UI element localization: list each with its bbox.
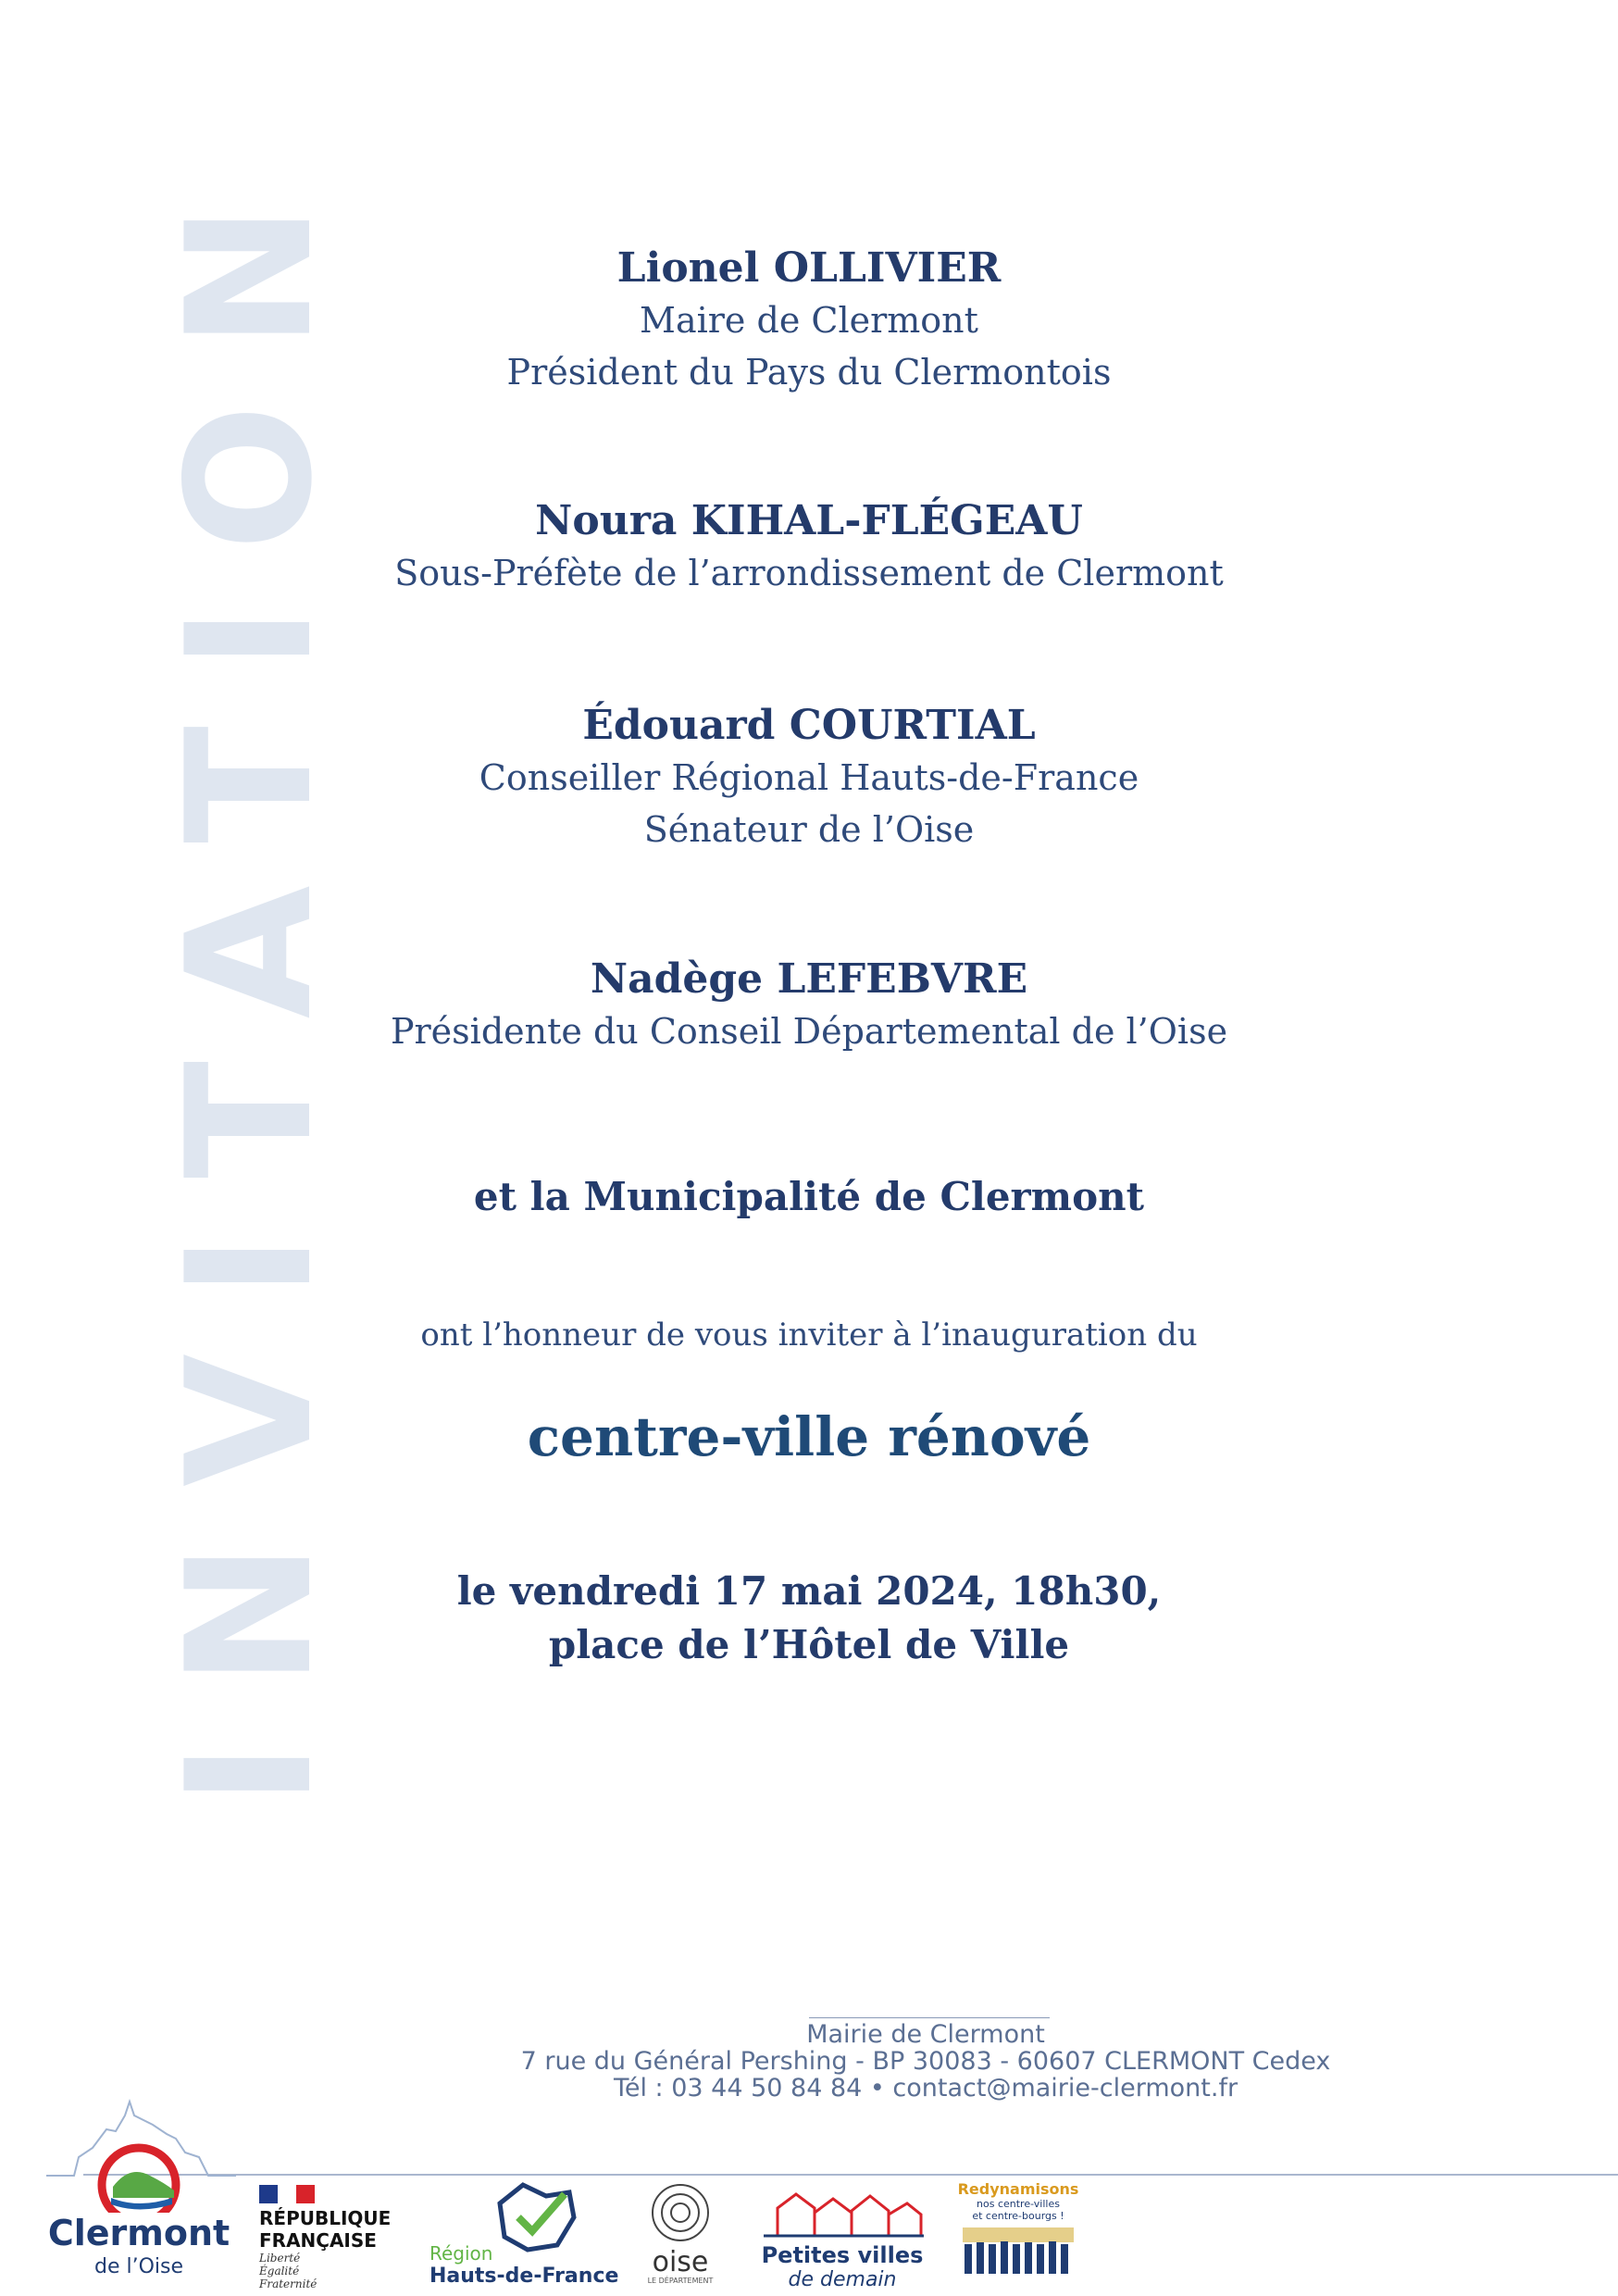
host-title: Présidente du Conseil Départemental de l’Oise bbox=[390, 1011, 1228, 1052]
host-name: Noura KIHAL-FLÉGEAU bbox=[535, 497, 1083, 544]
host-title: Président du Pays du Clermontois bbox=[506, 352, 1112, 393]
event-when-where bbox=[0, 1565, 1618, 1672]
french-flag-icon bbox=[259, 2185, 315, 2203]
redynamisons-line3: et centre-bourgs ! bbox=[972, 2210, 1064, 2222]
redynamisons-line2: nos centre-villes bbox=[977, 2198, 1060, 2210]
event-headline: centre-ville rénové bbox=[527, 1405, 1091, 1468]
municipality-line: et la Municipalité de Clermont bbox=[473, 1174, 1145, 1219]
host-name: Nadège LEFEBVRE bbox=[590, 955, 1028, 1003]
footer-address: 7 rue du Général Pershing - BP 30083 - 60607 CLERMONT Cedex bbox=[520, 2047, 1331, 2076]
redynamisons-crowd-icon bbox=[953, 2222, 1083, 2277]
host-title: Maire de Clermont bbox=[640, 300, 978, 341]
motto-egalite: Égalité bbox=[259, 2265, 300, 2277]
oise-emblem-icon bbox=[639, 2180, 722, 2245]
host-title: Conseiller Régional Hauts-de-France bbox=[479, 757, 1139, 798]
footer-divider-short bbox=[809, 2017, 1050, 2018]
host-title: Sous-Préfète de l’arrondissement de Clermont bbox=[394, 553, 1224, 593]
invite-line: ont l’honneur de vous inviter à l’inauguration du bbox=[420, 1316, 1198, 1354]
host-block-4 bbox=[0, 954, 1618, 1057]
republique-motto bbox=[259, 2252, 398, 2290]
petites-villes-line2: de demain bbox=[788, 2268, 897, 2291]
republique-line1: RÉPUBLIQUE bbox=[259, 2207, 392, 2229]
region-map-icon bbox=[481, 2176, 583, 2255]
region-line1: Région bbox=[429, 2242, 493, 2265]
event-date: le vendredi 17 mai 2024, 18h30, bbox=[456, 1568, 1162, 1614]
footer-org: Mairie de Clermont bbox=[806, 2020, 1045, 2049]
clermont-logo-name: Clermont bbox=[47, 2213, 230, 2253]
clermont-logo-sub: de l’Oise bbox=[93, 2255, 184, 2278]
clermont-logo bbox=[37, 2074, 241, 2296]
redynamisons-line1: Redynamisons bbox=[957, 2180, 1079, 2198]
redynamisons-logo bbox=[953, 2180, 1083, 2291]
host-name: Lionel OLLIVIER bbox=[616, 244, 1002, 292]
oise-sub: LE DÉPARTEMENT bbox=[647, 2277, 714, 2285]
host-name: Édouard COURTIAL bbox=[582, 702, 1036, 749]
footer-divider-long bbox=[83, 2174, 1618, 2176]
motto-liberte: Liberté bbox=[259, 2252, 301, 2265]
republique-francaise-logo bbox=[259, 2185, 398, 2290]
motto-fraternite: Fraternité bbox=[259, 2277, 317, 2290]
clermont-skyline-icon bbox=[37, 2074, 241, 2213]
region-line2: Hauts-de-France bbox=[429, 2265, 619, 2288]
footer-contact: Tél : 03 44 50 84 84 • contact@mairie-clermont.fr bbox=[613, 2074, 1238, 2103]
event-place: place de l’Hôtel de Ville bbox=[548, 1622, 1070, 1667]
petites-villes-houses-icon bbox=[759, 2185, 926, 2239]
oise-name: oise bbox=[652, 2246, 709, 2278]
host-block-1 bbox=[0, 243, 1618, 398]
petites-villes-logo bbox=[759, 2185, 926, 2291]
invitation-side-title: INVITATION bbox=[149, 149, 350, 1806]
host-title: Sénateur de l’Oise bbox=[643, 809, 975, 850]
petites-villes-line1: Petites villes bbox=[761, 2242, 924, 2268]
host-block-3 bbox=[0, 700, 1618, 855]
republique-line2: FRANÇAISE bbox=[259, 2229, 377, 2252]
region-hauts-de-france-logo bbox=[426, 2176, 620, 2296]
oise-logo bbox=[639, 2180, 722, 2287]
host-block-2 bbox=[0, 495, 1618, 599]
